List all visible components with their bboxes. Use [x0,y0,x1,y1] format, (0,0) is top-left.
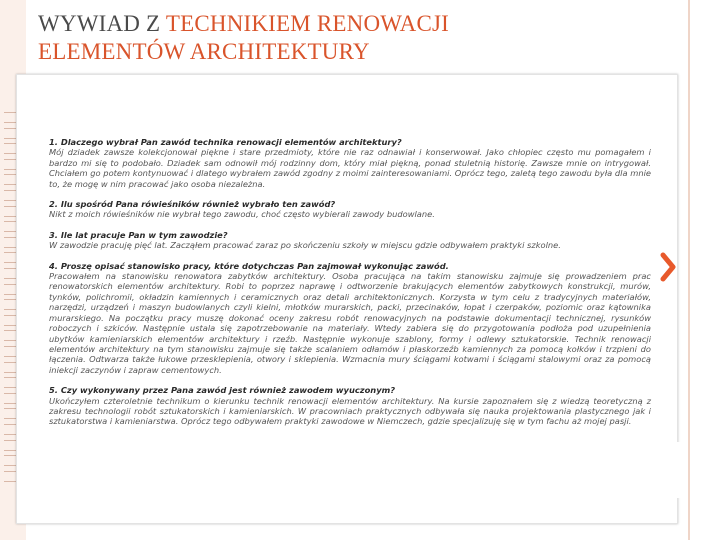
question: 1. Dlaczego wybrał Pan zawód technika renowacji elementów architektury? [49,137,402,147]
title-accent-line2: ELEMENTÓW ARCHITEKTURY [38,39,370,64]
answer: Pracowałem na stanowisku renowatora zabytków architektury. Osoba pracująca na takim stanowisku zajmuje się prowadzeniem prac renowatorskich elementów architektury. Robi to poprzez naprawę i odtworzenie brakujących elementów zabytkowych konstrukcji, murów, tynków, polichromii, okładzin kamiennych i ceramicznych oraz detali architektonicznych. Korzysta w tym celu z tradycyjnych materiałów, narzędzi, urządzeń i maszyn budowlanych czyli kielni, młotków murarskich, packi, przecinaków, łopat i czerpaków, poziomic oraz kątownika murarskiego. Na początku pracy muszę dokonać oceny zakresu robót renowacyjnych na podstawie dokumentacji technicznej, rysunków roboczych i szkiców. Następnie ustala się zapotrzebowanie na materiały. Wtedy zabiera się do przygotowania podłoża pod uzupełnienia ubytków kamieniarskich elementów architektury i rzeźb. Następnie wykonuje szablony, formy i odlewy sztukatorskie. Technik renowacji elementów architektury na tym stanowisku zajmuje się także scalaniem odłamów i płaskorzeźb kamiennych za pomocą kołków i trzpieni do łączenia. Odtwarza także łukowe przesklepienia, otwory i sklepienia. Wzmacnia mury ściągami kotwami i ściągami stalowymi oraz za pomocą iniekcji zaczynów i zapraw cementowych. [49,271,651,375]
answer: Nikt z moich rówieśników nie wybrał tego zawodu, choć często wybierali zawody budowlane. [49,209,435,220]
question: 3. Ile lat pracuje Pan w tym zawodzie? [49,229,228,240]
title-prefix: WYWIAD Z [38,11,166,36]
qa-item [49,385,651,427]
qa-item [49,230,651,251]
chevron-right-icon[interactable] [657,252,679,282]
answer: Mój dziadek zawsze kolekcjonował piękne i stare przedmioty, które nie raz odnawiał i konserwował. Jako chłopiec często mu pomagałem i bardzo mi się to podobało. Dziadek sam odnowił mój rodzinny dom, który miał piękną, ponad stuletnią historię. Zawsze mnie on intrygował. Chciałem go potem kontynuować i dlatego wybrałem zawód zgodny z moimi zainteresowaniami. Oprócz tego, zaletą tego zawodu była dla mnie to, że mogę w nim pracować jako osoba niezależna. [49,147,651,189]
question: 2. Ilu spośród Pana rówieśników również wybrało ten zawód? [49,199,336,210]
qa-item [49,137,651,189]
interview-document [16,74,678,524]
question: 4. Proszę opisać stanowisko pracy, które dotychczas Pan zajmował wykonując zawód. [49,260,449,271]
document-body [49,137,651,437]
margin-rule [688,0,690,540]
corner-overlay [643,442,687,498]
slide-title [38,10,678,66]
qa-item [49,199,651,220]
qa-item [49,261,651,375]
title-accent-line1: TECHNIKIEM RENOWACJI [165,11,450,36]
answer: Ukończyłem czteroletnie technikum o kierunku technik renowacji elementów architektury. Na kursie zapoznałem się z wiedzą teoretyczną z zakresu technologii robót sztukatorskich i kamieniarskich. W pracowniach praktycznych odbywała się nauka projektowania plastycznego jak i sztukatorstwa i kamieniarstwa. Oprócz tego odbywałem praktyki zawodowe w Niemczech, gdzie specjalizuję się w tym fachu aż mojej pasji. [49,395,651,427]
answer: W zawodzie pracuję pięć lat. Zacząłem pracować zaraz po skończeniu szkoły w miejscu gdzie odbywałem praktyki szkolne. [49,240,561,251]
question: 5. Czy wykonywany przez Pana zawód jest również zawodem wyuczonym? [49,385,396,396]
